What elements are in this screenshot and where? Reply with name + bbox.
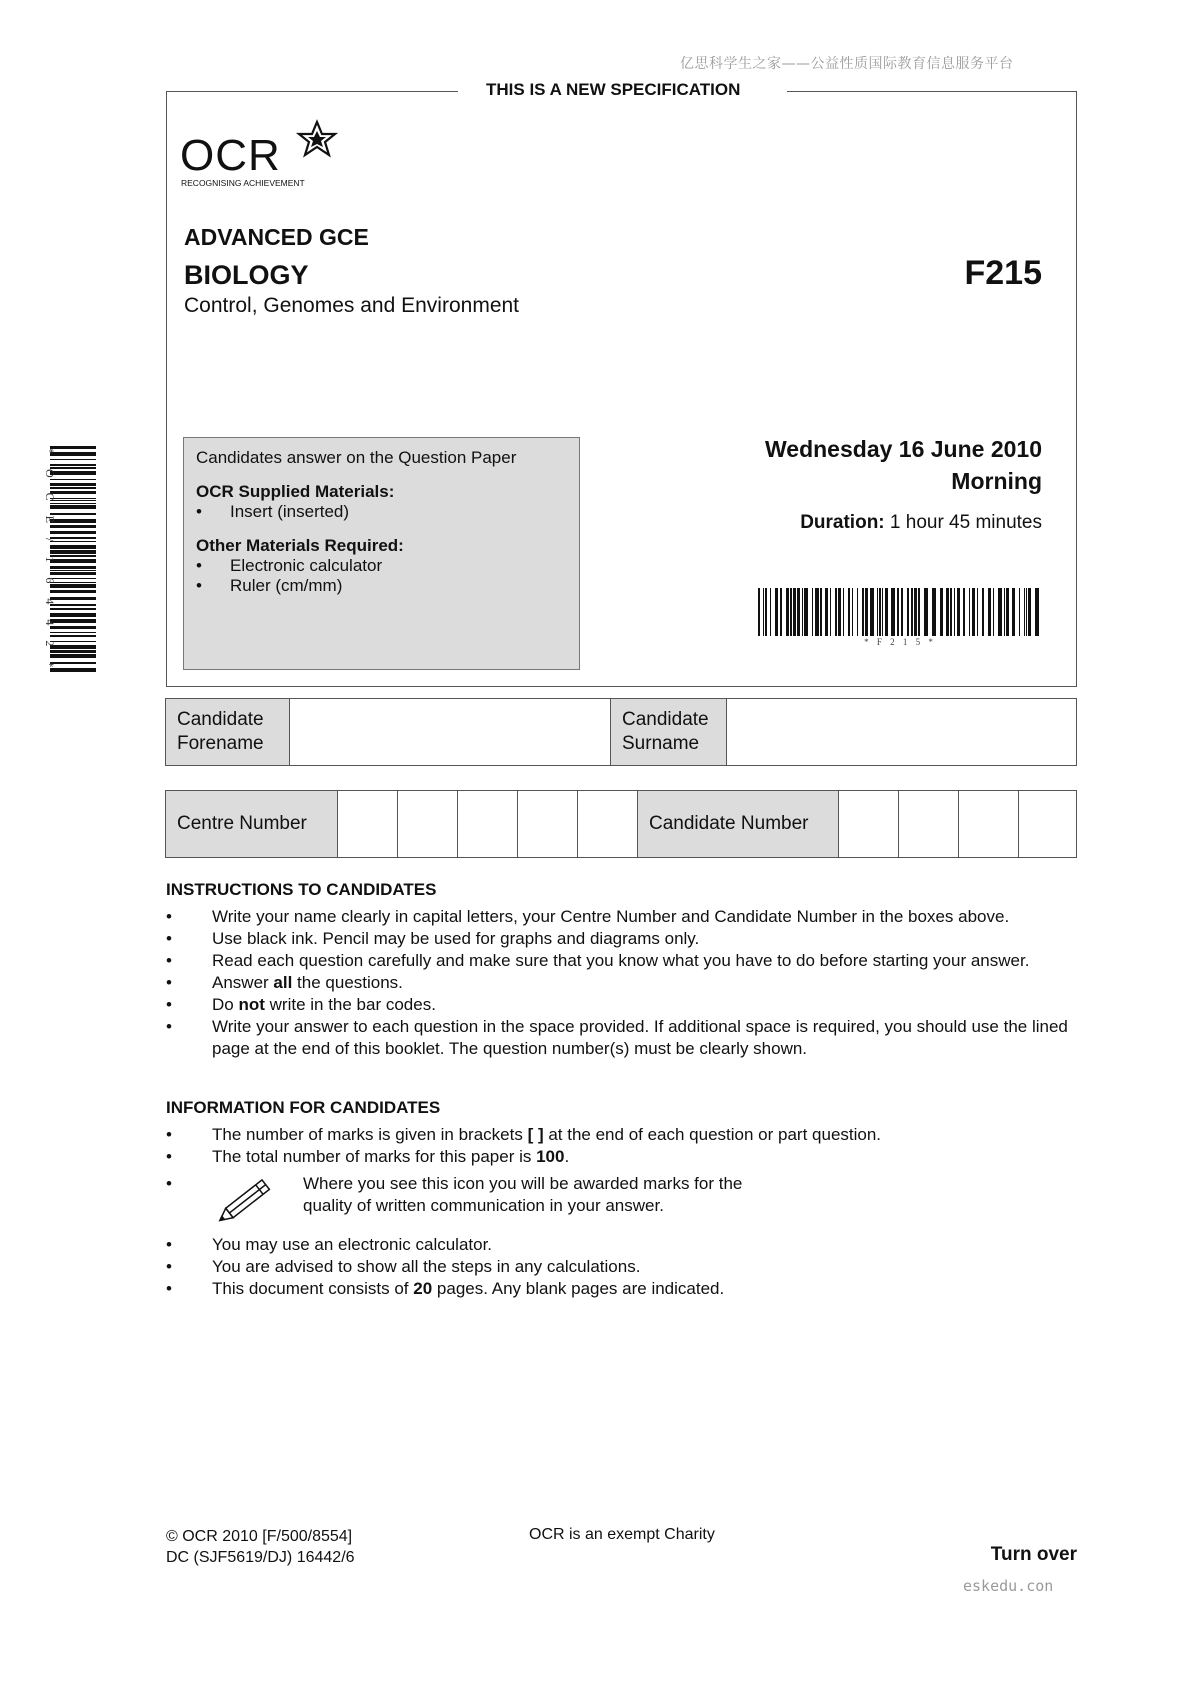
- paper-barcode-caption: * F 2 1 5 *: [864, 637, 936, 646]
- candidate-number-label: Candidate Number: [638, 791, 839, 858]
- exam-date-block: [700, 433, 1042, 497]
- barcode-bar: [914, 588, 917, 636]
- barcode-bar: [1019, 588, 1020, 636]
- information-item: • You may use an electronic calculator.: [166, 1235, 493, 1254]
- instructions-list: [166, 906, 1086, 1060]
- materials-box: [183, 437, 580, 670]
- barcode-bar: [780, 588, 782, 636]
- barcode-bar: [969, 588, 970, 636]
- barcode-bar: [901, 588, 903, 636]
- barcode-bar: [957, 588, 960, 636]
- watermark-top: 亿思科学生之家——公益性质国际教育信息服务平台: [680, 56, 1014, 72]
- centre-number-box[interactable]: [458, 791, 518, 858]
- instruction-item: • Read each question carefully and make sure that you know what you have to do before starting your answer.: [166, 951, 1030, 970]
- barcode-bar: [879, 588, 881, 636]
- barcode-bar: [838, 588, 841, 636]
- information-item: • This document consists of 20 pages. Any blank pages are indicated.: [166, 1279, 725, 1298]
- barcode-bar: [963, 588, 965, 636]
- barcode-bar: [852, 588, 853, 636]
- bullet: •: [166, 1174, 172, 1193]
- required-item: • Electronic calculator: [196, 556, 383, 575]
- information-list-bottom: [166, 1234, 1086, 1300]
- barcode-bar: [790, 588, 792, 636]
- barcode-bar: [1028, 588, 1031, 636]
- barcode-bar: [848, 588, 850, 636]
- surname-input[interactable]: [727, 699, 1077, 766]
- barcode-bar: [843, 588, 844, 636]
- exam-session: Morning: [951, 468, 1042, 494]
- instruction-item: • Write your name clearly in capital letters, your Centre Number and Candidate Number in the boxes above.: [166, 907, 1010, 926]
- barcode-bar: [924, 588, 928, 636]
- centre-number-box[interactable]: [578, 791, 638, 858]
- document-code: DC (SJF5619/DJ) 16442/6: [166, 1549, 355, 1566]
- logo-tagline: RECOGNISING ACHIEVEMENT: [181, 178, 305, 188]
- barcode-bar: [758, 588, 760, 636]
- barcode-bar: [797, 588, 800, 636]
- supplied-heading: OCR Supplied Materials:: [196, 482, 395, 501]
- barcode-bar: [988, 588, 991, 636]
- barcode-bar: [932, 588, 936, 636]
- barcode-bar: [1012, 588, 1015, 636]
- unit-title: Control, Genomes and Environment: [184, 294, 520, 317]
- charity-note: OCR is an exempt Charity: [529, 1526, 715, 1543]
- information-item: • The total number of marks for this paper is 100.: [166, 1147, 570, 1166]
- supplied-item: • Insert (inserted): [196, 502, 350, 521]
- barcode-bar: [775, 588, 778, 636]
- information-list-top: [166, 1124, 1086, 1168]
- logo-wordmark: OCR: [180, 131, 281, 180]
- required-heading: Other Materials Required:: [196, 536, 404, 555]
- barcode-bar: [820, 588, 822, 636]
- side-barcode: [42, 446, 98, 676]
- duration-label: Duration:: [800, 512, 885, 533]
- duration-value: 1 hour 45 minutes: [889, 512, 1042, 533]
- barcode-bar: [982, 588, 984, 636]
- barcode-bar: [825, 588, 828, 636]
- barcode-bar: [812, 588, 813, 636]
- qwc-text: Where you see this icon you will be awarded marks for the quality of written communication in your answer.: [303, 1174, 743, 1215]
- paper-code: F215: [964, 254, 1042, 292]
- candidate-number-box[interactable]: [839, 791, 899, 858]
- candidate-number-box[interactable]: [1019, 791, 1077, 858]
- centre-number-label: Centre Number: [166, 791, 338, 858]
- instruction-item: • Use black ink. Pencil may be used for graphs and diagrams only.: [166, 929, 700, 948]
- barcode-bar: [918, 588, 920, 636]
- forename-input[interactable]: [290, 699, 611, 766]
- forename-label: Candidate Forename: [166, 699, 290, 766]
- copyright: © OCR 2010 [F/500/8554]: [166, 1528, 353, 1545]
- candidate-number-box[interactable]: [959, 791, 1019, 858]
- barcode-bar: [911, 588, 913, 636]
- barcode-bar: [1026, 588, 1027, 636]
- answer-note: Candidates answer on the Question Paper: [196, 448, 517, 467]
- barcode-bar: [835, 588, 837, 636]
- instruction-item: • Answer all the questions.: [166, 973, 403, 992]
- instruction-item: • Write your answer to each question in the space provided. If additional space is required, you should use the lined page at the end of this booklet. The question number(s) must be clearly shown.: [166, 1017, 1068, 1058]
- barcode-bar: [946, 588, 949, 636]
- barcode-bar: [1004, 588, 1005, 636]
- candidate-number-box[interactable]: [899, 791, 959, 858]
- information-item: • You are advised to show all the steps in any calculations.: [166, 1257, 641, 1276]
- barcode-bar: [882, 588, 883, 636]
- barcode-bar: [891, 588, 895, 636]
- barcode-bar: [998, 588, 1002, 636]
- qwc-information-item: [166, 1173, 1086, 1231]
- specification-banner: THIS IS A NEW SPECIFICATION: [486, 80, 741, 99]
- barcode-bar: [870, 588, 874, 636]
- barcode-bar: [885, 588, 888, 636]
- barcode-bar: [972, 588, 975, 636]
- information-item: • The number of marks is given in brackets [ ] at the end of each question or part question.: [166, 1125, 882, 1144]
- barcode-bar: [1006, 588, 1009, 636]
- barcode-bar: [950, 588, 952, 636]
- barcode-bar: [802, 588, 803, 636]
- turn-over: Turn over: [990, 1544, 1077, 1565]
- barcode-bar: [993, 588, 994, 636]
- barcode-bar: [907, 588, 909, 636]
- barcode-bar: [1035, 588, 1039, 636]
- surname-label: Candidate Surname: [611, 699, 727, 766]
- barcode-bar: [786, 588, 789, 636]
- centre-number-box[interactable]: [398, 791, 458, 858]
- information-heading: INFORMATION FOR CANDIDATES: [166, 1098, 441, 1117]
- barcode-bar: [815, 588, 819, 636]
- barcode-bar: [770, 588, 771, 636]
- instructions-heading: INSTRUCTIONS TO CANDIDATES: [166, 880, 437, 899]
- centre-number-box[interactable]: [338, 791, 398, 858]
- exam-level: ADVANCED GCE: [184, 224, 369, 250]
- paper-barcode: [758, 588, 1043, 646]
- barcode-bar: [857, 588, 858, 636]
- pencil-icon: [212, 1173, 284, 1229]
- barcode-bar: [865, 588, 868, 636]
- barcode-bar: [897, 588, 899, 636]
- barcode-bar: [763, 588, 764, 636]
- watermark-bottom: eskedu.con: [963, 1577, 1054, 1595]
- barcode-bar: [940, 588, 943, 636]
- instruction-item: • Do not write in the bar codes.: [166, 995, 436, 1014]
- barcode-bar: [877, 588, 878, 636]
- candidate-number-table: [165, 790, 1077, 858]
- centre-number-box[interactable]: [518, 791, 578, 858]
- barcode-bar: [765, 588, 767, 636]
- barcode-bar: [830, 588, 831, 636]
- exam-date: Wednesday 16 June 2010: [765, 436, 1042, 462]
- barcode-bar: [1024, 588, 1025, 636]
- ocr-logo: [180, 118, 340, 190]
- barcode-bar: [862, 588, 864, 636]
- required-item: • Ruler (cm/mm): [196, 576, 343, 595]
- side-barcode-caption: * O C E / 1 6 4 4 2 *: [43, 448, 57, 674]
- barcode-bar: [793, 588, 796, 636]
- barcode-bar: [804, 588, 808, 636]
- exam-subject: BIOLOGY: [184, 260, 309, 290]
- candidate-name-table: [165, 698, 1077, 766]
- footer-left: [166, 1526, 355, 1568]
- barcode-bar: [977, 588, 978, 636]
- star-icon: [299, 122, 335, 155]
- duration: [700, 512, 1042, 534]
- barcode-bar: [954, 588, 955, 636]
